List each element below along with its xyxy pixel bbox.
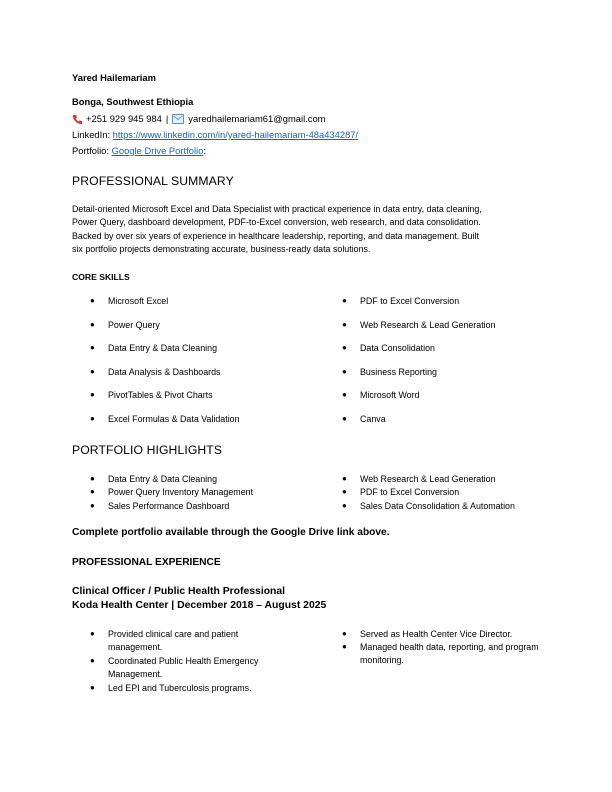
core-skills-heading: CORE SKILLS <box>72 272 130 282</box>
summary-paragraph <box>72 203 544 257</box>
bullet-icon: ● <box>342 390 347 399</box>
email-icon <box>172 114 184 124</box>
bullet-icon: ● <box>342 474 347 483</box>
email-address[interactable]: yaredhailemariam61@gmail.com <box>188 113 326 124</box>
bullet-icon: ● <box>342 487 347 496</box>
candidate-name: Yared Hailemariam <box>72 72 156 83</box>
bullet-icon: ● <box>90 487 95 496</box>
summary-heading: PROFESSIONAL SUMMARY <box>72 174 234 188</box>
bullet-icon: ● <box>90 367 95 376</box>
linkedin-label: LinkedIn: <box>72 129 111 140</box>
phone-icon <box>72 114 82 124</box>
contact-separator: | <box>165 113 169 124</box>
bullet-icon: ● <box>342 296 347 305</box>
bullet-icon: ● <box>90 501 95 510</box>
job-organization: Koda Health Center | December 2018 – August 2025 <box>72 600 327 611</box>
bullet-icon: ● <box>90 474 95 483</box>
summary-line: Detail-oriented Microsoft Excel and Data Specialist with practical experience in data entry, data cleaning, <box>72 204 482 214</box>
bullet-icon: ● <box>342 501 347 510</box>
experience-heading: PROFESSIONAL EXPERIENCE <box>72 557 221 568</box>
portfolio-line <box>72 145 206 156</box>
phone-number: +251 929 945 984 <box>86 113 162 124</box>
bullet-icon: ● <box>342 343 347 352</box>
portfolio-label: Portfolio: <box>72 145 109 156</box>
bullet-icon: ● <box>342 367 347 376</box>
bullet-icon: ● <box>342 320 347 329</box>
summary-line: six portfolio projects demonstrating accurate, business-ready data solutions. <box>72 244 371 255</box>
bullet-icon: ● <box>342 629 347 638</box>
portfolio-colon: : <box>203 145 206 156</box>
bullet-icon: ● <box>90 296 95 305</box>
summary-line: Power Query, dashboard development, PDF-to-Excel conversion, web research, and data consolidation. <box>72 217 481 228</box>
bullet-icon: ● <box>90 629 95 638</box>
bullet-icon: ● <box>90 414 95 423</box>
portfolio-note: Complete portfolio available through the Google Drive link above. <box>72 527 390 538</box>
summary-line: Backed by over six years of experience in healthcare leadership, reporting, and data management. Built <box>72 230 480 241</box>
bullet-icon: ● <box>90 320 95 329</box>
bullet-icon: ● <box>90 390 95 399</box>
bullet-icon: ● <box>90 683 95 692</box>
bullet-icon: ● <box>342 642 347 651</box>
portfolio-heading: PORTFOLIO HIGHLIGHTS <box>72 443 223 457</box>
bullet-icon: ● <box>90 343 95 352</box>
linkedin-link[interactable]: https://www.linkedin.com/in/yared-hailemariam-48a434287/ <box>112 129 359 140</box>
candidate-location: Bonga, Southwest Ethiopia <box>72 96 194 107</box>
job-title: Clinical Officer / Public Health Professional <box>72 586 286 597</box>
bullet-icon: ● <box>342 414 347 423</box>
contact-line <box>72 113 325 124</box>
portfolio-link[interactable]: Google Drive Portfolio <box>111 145 204 156</box>
linkedin-line <box>72 129 358 140</box>
bullet-icon: ● <box>90 656 95 665</box>
